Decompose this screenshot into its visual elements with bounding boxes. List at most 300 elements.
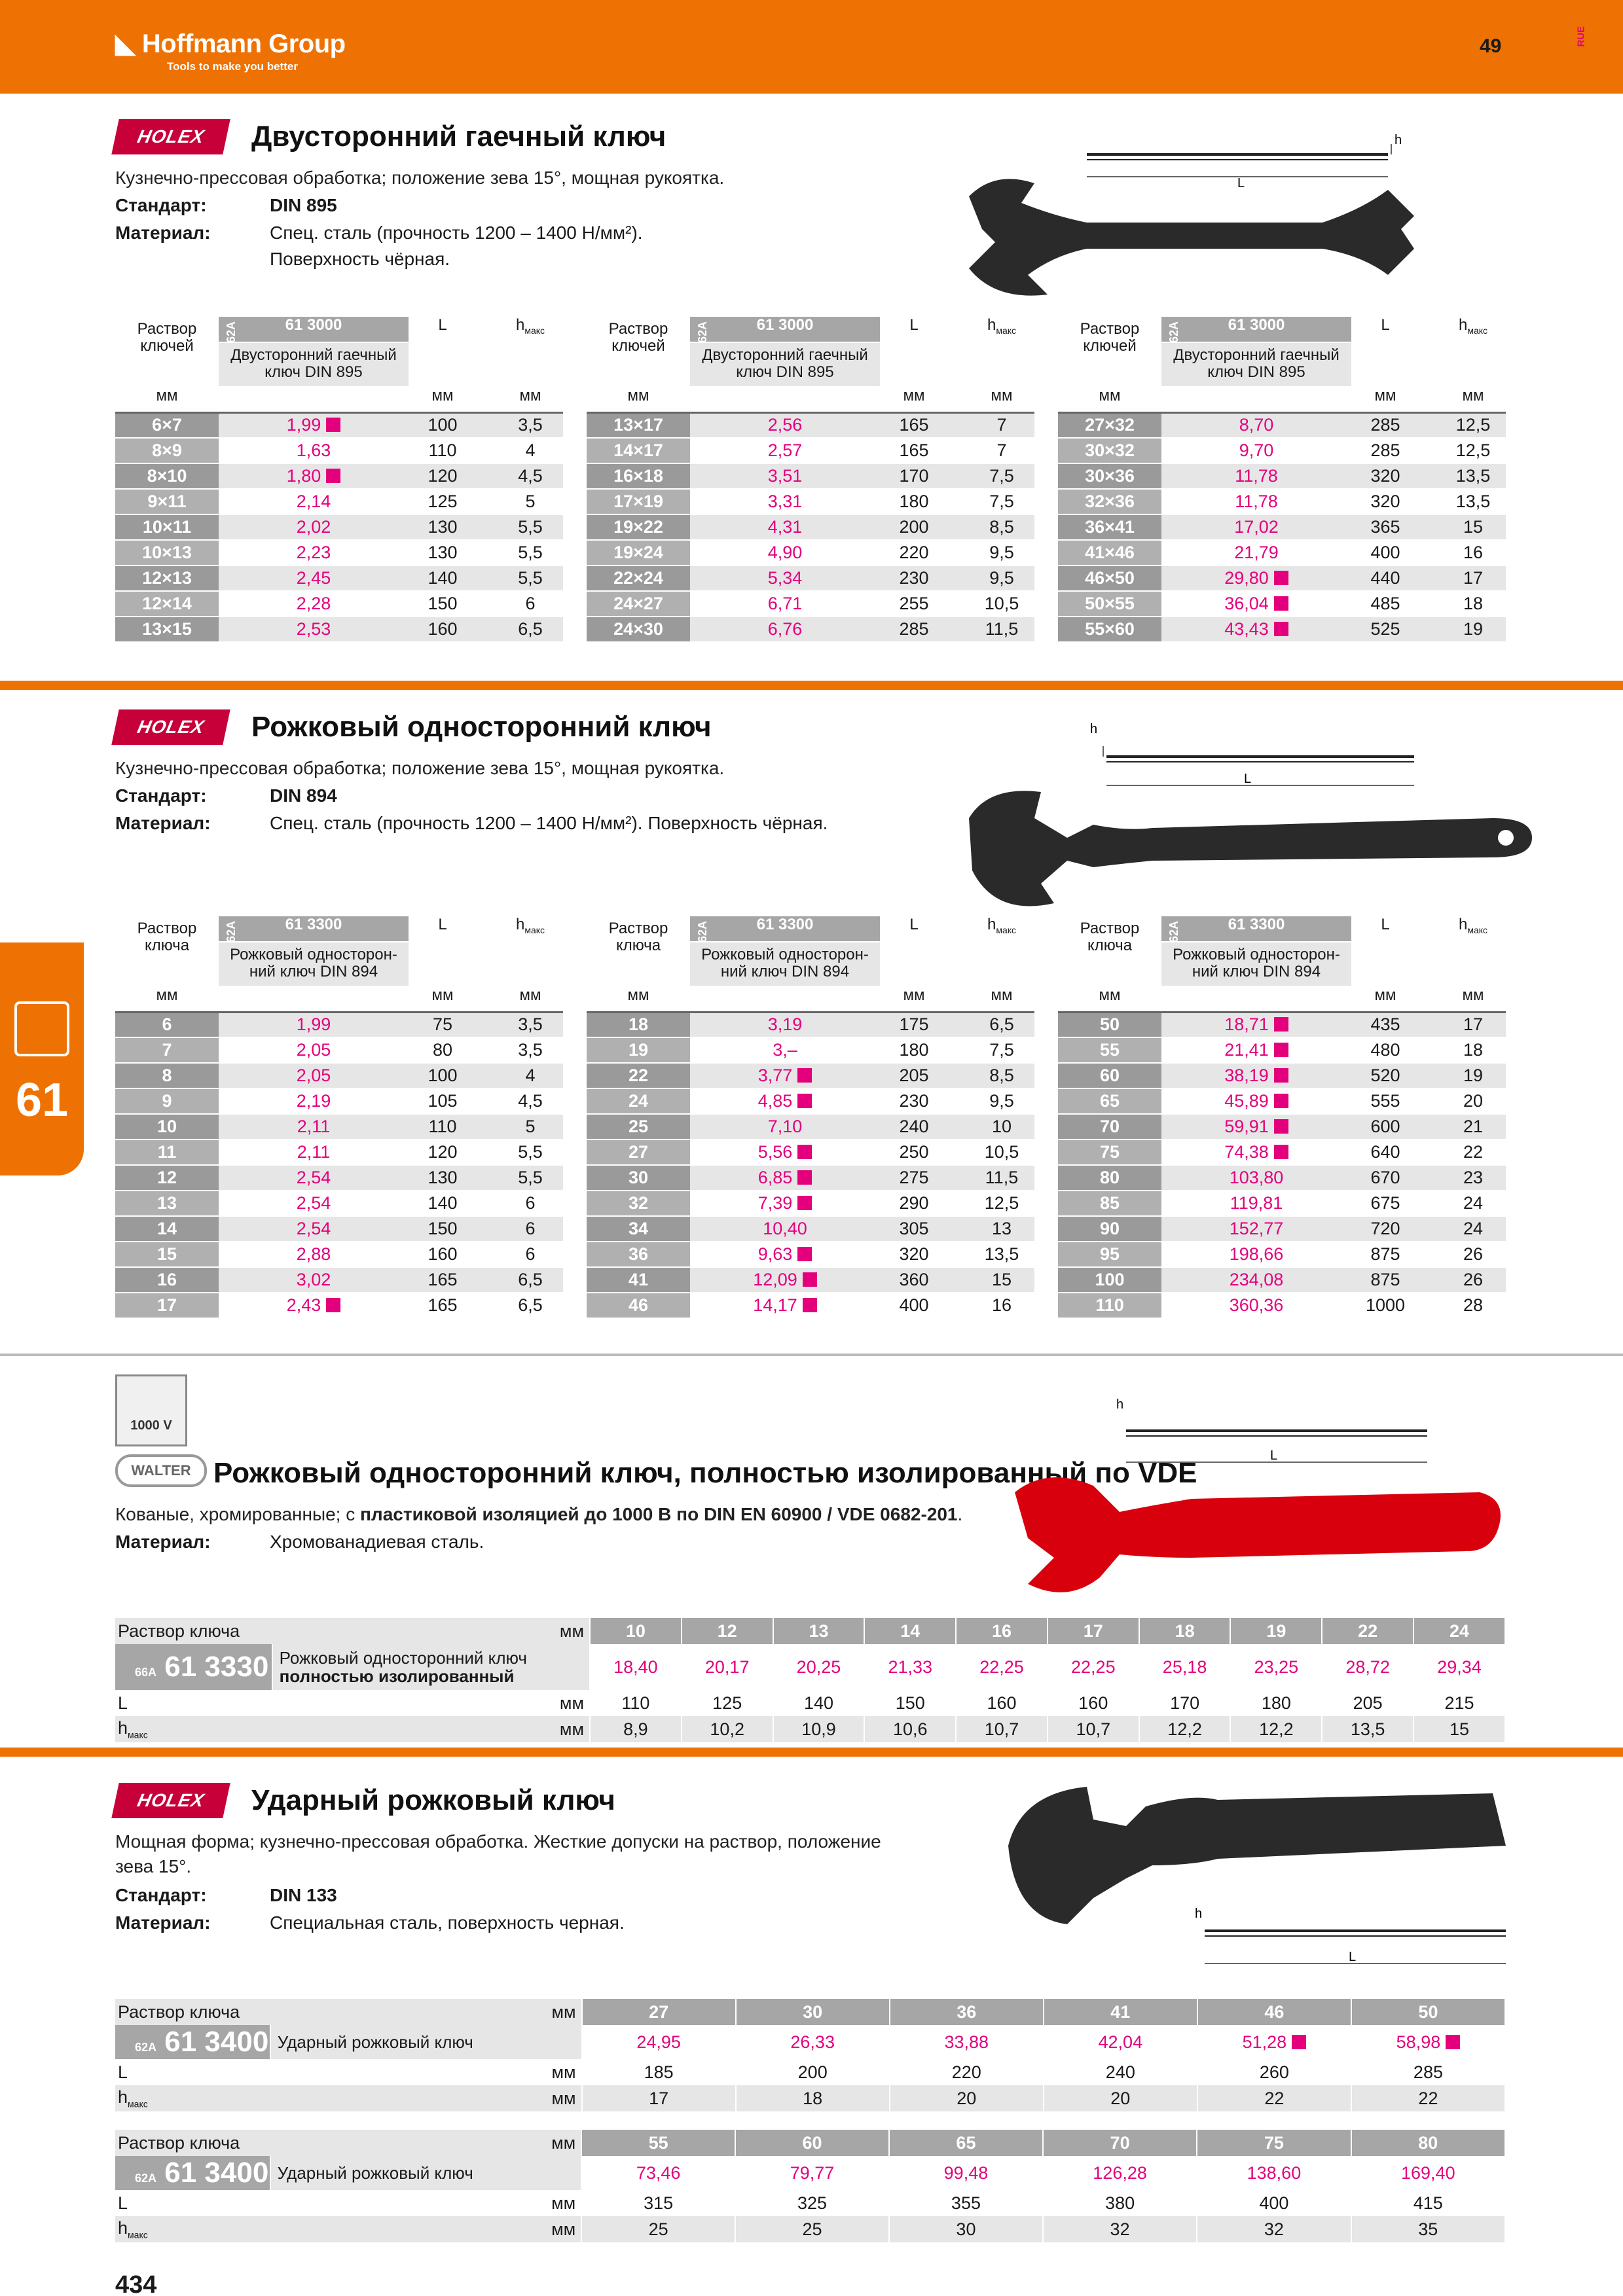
row-label: L xyxy=(115,1690,560,1716)
table-row xyxy=(1058,565,1506,591)
article-description: Ударный рожковый ключ xyxy=(270,2156,582,2190)
article-code: 66A 61 3330 xyxy=(115,1644,272,1690)
price-cell: 3,– xyxy=(690,1037,880,1063)
table-row xyxy=(587,1216,1034,1242)
size-cell: 8×9 xyxy=(115,438,219,463)
length-cell: 200 xyxy=(892,514,936,540)
length-cell: 110 xyxy=(590,1690,682,1716)
col-header-L: L xyxy=(1363,317,1408,342)
height-cell: 13,5 xyxy=(1440,489,1506,514)
size-cell: 14 xyxy=(864,1618,956,1644)
size-cell: 24 xyxy=(587,1088,690,1114)
stock-marker-icon xyxy=(326,469,340,483)
stock-marker-icon xyxy=(1446,2035,1460,2049)
size-cell: 6 xyxy=(115,1012,219,1037)
table-row xyxy=(115,2216,1505,2242)
unit: мм xyxy=(551,2216,581,2242)
stock-marker-icon xyxy=(326,418,340,432)
row-label: Раствор ключа xyxy=(115,2130,551,2156)
price-cell: 9,70 xyxy=(1161,438,1351,463)
price-cell: 3,51 xyxy=(690,463,880,489)
price-cell: 58,98 xyxy=(1351,2025,1505,2059)
table-row xyxy=(115,2025,1505,2059)
size-cell: 70 xyxy=(1043,2130,1197,2156)
height-cell: 15 xyxy=(1440,514,1506,540)
insulated-wrench-image xyxy=(1008,1394,1506,1610)
size-cell: 75 xyxy=(1197,2130,1351,2156)
table-row xyxy=(115,1088,563,1114)
table-row xyxy=(115,1139,563,1165)
height-cell: 20 xyxy=(890,2085,1044,2111)
height-cell: 17 xyxy=(1440,565,1506,591)
size-cell: 24×27 xyxy=(587,591,690,617)
length-cell: 150 xyxy=(420,591,465,617)
table-row xyxy=(1058,617,1506,642)
height-cell: 5,5 xyxy=(498,540,563,565)
size-cell: 19 xyxy=(1230,1618,1322,1644)
height-cell: 13 xyxy=(969,1216,1034,1242)
length-cell: 400 xyxy=(1363,540,1408,565)
length-cell: 120 xyxy=(420,1139,465,1165)
table-row xyxy=(587,540,1034,565)
table-row xyxy=(115,1267,563,1293)
length-cell: 230 xyxy=(892,1088,936,1114)
striking-wrench-image xyxy=(995,1767,1519,1983)
price-cell: 7,39 xyxy=(690,1191,880,1216)
length-cell: 160 xyxy=(420,617,465,642)
height-cell: 12,5 xyxy=(1440,438,1506,463)
table-row xyxy=(115,1999,1505,2025)
length-cell: 160 xyxy=(956,1690,1048,1716)
col-header-h: $h_{макс}$ xyxy=(969,916,1034,942)
price-cell: 25,18 xyxy=(1139,1644,1231,1690)
size-cell: 13×17 xyxy=(587,412,690,438)
height-cell: 24 xyxy=(1440,1216,1506,1242)
section-title: Двусторонний гаечный ключ xyxy=(251,120,666,152)
price-cell: 1,99 xyxy=(219,1012,409,1037)
height-cell: 4 xyxy=(498,1063,563,1088)
price-cell: 22,25 xyxy=(956,1644,1048,1690)
unit: мм xyxy=(969,986,1034,1012)
height-cell: 5 xyxy=(498,489,563,514)
table-row xyxy=(115,1644,1505,1690)
height-cell: 5,5 xyxy=(498,1165,563,1191)
length-cell: 220 xyxy=(890,2059,1044,2085)
table-row xyxy=(1058,1293,1506,1318)
spec-table xyxy=(587,317,1034,643)
price-cell: 79,77 xyxy=(735,2156,889,2190)
height-cell: 6 xyxy=(498,591,563,617)
table-row xyxy=(587,565,1034,591)
size-cell: 34 xyxy=(587,1216,690,1242)
article-code: 62A 61 3000 xyxy=(1161,317,1351,342)
height-cell: 6,5 xyxy=(498,1267,563,1293)
price-cell: 138,60 xyxy=(1197,2156,1351,2190)
size-cell: 6×7 xyxy=(115,412,219,438)
striking-spec-table xyxy=(115,1999,1506,2111)
height-cell: 7 xyxy=(969,438,1034,463)
stock-marker-icon xyxy=(797,1196,812,1210)
unit: мм xyxy=(420,387,465,412)
section-title: Рожковый односторонний ключ xyxy=(251,711,712,743)
size-cell: 16×18 xyxy=(587,463,690,489)
price-cell: 38,19 xyxy=(1161,1063,1351,1088)
length-cell: 240 xyxy=(1044,2059,1197,2085)
height-cell: 25 xyxy=(735,2216,889,2242)
length-cell: 400 xyxy=(1197,2190,1351,2216)
table-row xyxy=(587,1165,1034,1191)
size-cell: 50 xyxy=(1058,1012,1161,1037)
table-row xyxy=(115,1216,563,1242)
price-cell: 2,45 xyxy=(219,565,409,591)
length-cell: 320 xyxy=(892,1242,936,1267)
section-description: Мощная форма; кузнечно-прессовая обработка. Жесткие допуски на раствор, положение xyxy=(115,1831,881,1852)
height-cell: 18 xyxy=(736,2085,890,2111)
col-header-L: L xyxy=(420,317,465,342)
unit: мм xyxy=(560,1716,590,1742)
table-row xyxy=(115,540,563,565)
table-row xyxy=(115,2085,1505,2111)
table-row xyxy=(1058,412,1506,438)
table-row xyxy=(1058,514,1506,540)
col-header-h: $h_{макс}$ xyxy=(969,317,1034,342)
material-value: Хромованадиевая сталь. xyxy=(270,1532,484,1552)
size-cell: 12×14 xyxy=(115,591,219,617)
height-cell: 17 xyxy=(1440,1012,1506,1037)
size-cell: 27 xyxy=(587,1139,690,1165)
article-code: 62A 61 3000 xyxy=(219,317,409,342)
table-row xyxy=(587,1242,1034,1267)
unit: мм xyxy=(587,387,690,412)
row-label: $h_{макс}$ xyxy=(115,2085,551,2111)
size-cell: 24 xyxy=(1413,1618,1505,1644)
length-cell: 415 xyxy=(1351,2190,1505,2216)
spec-table xyxy=(1058,317,1506,643)
price-cell: 119,81 xyxy=(1161,1191,1351,1216)
price-cell: 1,99 xyxy=(219,412,409,438)
size-cell: 30 xyxy=(736,1999,890,2025)
unit: мм xyxy=(560,1690,590,1716)
unit: мм xyxy=(587,986,690,1012)
length-cell: 75 xyxy=(420,1012,465,1037)
price-cell: 59,91 xyxy=(1161,1114,1351,1139)
length-cell: 205 xyxy=(892,1063,936,1088)
table-row xyxy=(587,1191,1034,1216)
material-value: Спец. сталь (прочность 1200 – 1400 Н/мм²). Поверхность чёрная. xyxy=(270,813,828,833)
row-label: L xyxy=(115,2190,551,2216)
price-cell: 42,04 xyxy=(1044,2025,1197,2059)
section-divider xyxy=(0,1354,1623,1356)
length-cell: 480 xyxy=(1363,1037,1408,1063)
price-cell: 51,28 xyxy=(1197,2025,1351,2059)
table-row xyxy=(587,463,1034,489)
length-cell: 120 xyxy=(420,463,465,489)
price-cell: 2,54 xyxy=(219,1165,409,1191)
price-cell: 4,85 xyxy=(690,1088,880,1114)
article-description: Двусторонний гаечный ключ DIN 895 xyxy=(1161,342,1351,387)
material-value: Специальная сталь, поверхность черная. xyxy=(270,1912,625,1933)
dim-h: h xyxy=(1395,133,1402,147)
table-row xyxy=(115,1690,1505,1716)
article-description: Рожковый односторон-ний ключ DIN 894 xyxy=(690,942,880,986)
height-cell: 19 xyxy=(1440,1063,1506,1088)
section-divider xyxy=(0,681,1623,690)
size-cell: 11 xyxy=(115,1139,219,1165)
size-cell: 27×32 xyxy=(1058,412,1161,438)
length-cell: 250 xyxy=(892,1139,936,1165)
col-header-h: $h_{макс}$ xyxy=(1440,317,1506,342)
table-row xyxy=(115,1012,563,1037)
height-cell: 13,5 xyxy=(1322,1716,1413,1742)
double-wrench-image xyxy=(956,131,1440,301)
unit: мм xyxy=(892,986,936,1012)
size-cell: 36×41 xyxy=(1058,514,1161,540)
table-row xyxy=(115,1037,563,1063)
price-cell: 2,57 xyxy=(690,438,880,463)
stock-marker-icon xyxy=(1274,1068,1288,1083)
height-cell: 4,5 xyxy=(498,1088,563,1114)
size-cell: 13×15 xyxy=(115,617,219,642)
table-row xyxy=(1058,591,1506,617)
section-description: Кузнечно-прессовая обработка; положение зева 15°, мощная рукоятка. xyxy=(115,168,725,188)
length-cell: 555 xyxy=(1363,1088,1408,1114)
brand-tagline: Tools to make you better xyxy=(167,60,298,73)
height-cell: 8,5 xyxy=(969,514,1034,540)
price-cell: 3,02 xyxy=(219,1267,409,1293)
length-cell: 165 xyxy=(892,438,936,463)
stock-marker-icon xyxy=(1292,2035,1306,2049)
unit: мм xyxy=(1363,986,1408,1012)
price-cell: 6,76 xyxy=(690,617,880,642)
length-cell: 125 xyxy=(420,489,465,514)
length-cell: 720 xyxy=(1363,1216,1408,1242)
table-row xyxy=(587,1063,1034,1088)
length-cell: 165 xyxy=(420,1293,465,1318)
height-cell: 17 xyxy=(582,2085,736,2111)
price-cell: 2,14 xyxy=(219,489,409,514)
height-cell: 22 xyxy=(1197,2085,1351,2111)
height-cell: 10,6 xyxy=(864,1716,956,1742)
size-cell: 46 xyxy=(587,1293,690,1318)
price-cell: 2,56 xyxy=(690,412,880,438)
height-cell: 15 xyxy=(1413,1716,1505,1742)
length-cell: 130 xyxy=(420,540,465,565)
size-cell: 17 xyxy=(115,1293,219,1318)
length-cell: 215 xyxy=(1413,1690,1505,1716)
size-cell: 22 xyxy=(587,1063,690,1088)
size-cell: 17×19 xyxy=(587,489,690,514)
price-cell: 21,41 xyxy=(1161,1037,1351,1063)
price-cell: 3,77 xyxy=(690,1063,880,1088)
unit: мм xyxy=(551,2190,581,2216)
length-cell: 525 xyxy=(1363,617,1408,642)
length-cell: 275 xyxy=(892,1165,936,1191)
price-cell: 4,31 xyxy=(690,514,880,540)
price-cell: 33,88 xyxy=(890,2025,1044,2059)
unit: мм xyxy=(115,986,219,1012)
page-number-top: 49 xyxy=(1480,35,1502,57)
length-cell: 160 xyxy=(1048,1690,1139,1716)
price-cell: 1,80 xyxy=(219,463,409,489)
table-row xyxy=(115,2130,1505,2156)
height-cell: 3,5 xyxy=(498,1037,563,1063)
article-description: Двусторонний гаечный ключ DIN 895 xyxy=(690,342,880,387)
length-cell: 160 xyxy=(420,1242,465,1267)
unit: мм xyxy=(1440,986,1506,1012)
unit: мм xyxy=(1363,387,1408,412)
height-cell: 10,7 xyxy=(956,1716,1048,1742)
length-cell: 285 xyxy=(1363,438,1408,463)
height-cell: 6,5 xyxy=(498,617,563,642)
length-cell: 285 xyxy=(1351,2059,1505,2085)
article-description: Рожковый односторонний ключ полностью изолированный xyxy=(272,1644,590,1690)
length-cell: 360 xyxy=(892,1267,936,1293)
price-cell: 4,90 xyxy=(690,540,880,565)
size-cell: 12 xyxy=(682,1618,773,1644)
height-cell: 24 xyxy=(1440,1191,1506,1216)
length-cell: 180 xyxy=(1230,1690,1322,1716)
article-code: 62A 61 3000 xyxy=(690,317,880,342)
unit: мм xyxy=(551,2059,581,2085)
height-cell: 10,5 xyxy=(969,591,1034,617)
price-cell: 5,56 xyxy=(690,1139,880,1165)
stock-marker-icon xyxy=(1274,596,1288,611)
material-value: Спец. сталь (прочность 1200 – 1400 Н/мм²). xyxy=(270,223,643,243)
standard-label: Стандарт: xyxy=(115,195,207,215)
height-cell: 7,5 xyxy=(969,1037,1034,1063)
material-label: Материал: xyxy=(115,1912,211,1933)
price-cell: 20,25 xyxy=(773,1644,865,1690)
size-cell: 17 xyxy=(1048,1618,1139,1644)
height-cell: 30 xyxy=(889,2216,1043,2242)
length-cell: 180 xyxy=(892,1037,936,1063)
height-cell: 28 xyxy=(1440,1293,1506,1318)
table-row xyxy=(587,438,1034,463)
stock-marker-icon xyxy=(1274,622,1288,636)
length-cell: 305 xyxy=(892,1216,936,1242)
height-cell: 32 xyxy=(1197,2216,1351,2242)
table-row xyxy=(1058,1139,1506,1165)
table-row xyxy=(115,489,563,514)
unit: мм xyxy=(498,986,563,1012)
dim-h: h xyxy=(1195,1907,1203,1921)
price-cell: 152,77 xyxy=(1161,1216,1351,1242)
size-cell: 15 xyxy=(115,1242,219,1267)
standard-value: DIN 894 xyxy=(270,785,337,806)
price-cell: 6,71 xyxy=(690,591,880,617)
length-cell: 260 xyxy=(1197,2059,1351,2085)
length-cell: 600 xyxy=(1363,1114,1408,1139)
language-code: RUE xyxy=(1575,26,1587,47)
row-label: $h_{макс}$ xyxy=(115,2216,551,2242)
length-cell: 125 xyxy=(682,1690,773,1716)
price-cell: 2,88 xyxy=(219,1242,409,1267)
size-cell: 18 xyxy=(587,1012,690,1037)
price-cell: 5,34 xyxy=(690,565,880,591)
length-cell: 520 xyxy=(1363,1063,1408,1088)
price-cell: 28,72 xyxy=(1322,1644,1413,1690)
height-cell: 6 xyxy=(498,1216,563,1242)
size-cell: 80 xyxy=(1351,2130,1505,2156)
material-label: Материал: xyxy=(115,1532,211,1552)
length-cell: 365 xyxy=(1363,514,1408,540)
height-cell: 13,5 xyxy=(969,1242,1034,1267)
brand-logo: ◣ Hoffmann Group xyxy=(115,29,346,58)
price-cell: 234,08 xyxy=(1161,1267,1351,1293)
length-cell: 240 xyxy=(892,1114,936,1139)
vde-badge: 1000 V xyxy=(115,1374,187,1446)
price-cell: 21,79 xyxy=(1161,540,1351,565)
size-cell: 30 xyxy=(587,1165,690,1191)
size-cell: 95 xyxy=(1058,1242,1161,1267)
price-cell: 18,40 xyxy=(590,1644,682,1690)
article-code: 62A 61 3300 xyxy=(690,916,880,942)
price-cell: 2,23 xyxy=(219,540,409,565)
price-cell: 36,04 xyxy=(1161,591,1351,617)
price-cell: 21,33 xyxy=(864,1644,956,1690)
size-cell: 75 xyxy=(1058,1139,1161,1165)
size-cell: 25 xyxy=(587,1114,690,1139)
height-cell: 7,5 xyxy=(969,489,1034,514)
length-cell: 170 xyxy=(892,463,936,489)
price-cell: 3,19 xyxy=(690,1012,880,1037)
holex-logo: HOLEX xyxy=(111,709,230,745)
unit: мм xyxy=(551,2130,581,2156)
price-cell: 2,02 xyxy=(219,514,409,540)
size-cell: 85 xyxy=(1058,1191,1161,1216)
unit: мм xyxy=(560,1618,590,1644)
table-row xyxy=(115,591,563,617)
height-cell: 22 xyxy=(1351,2085,1505,2111)
dim-h: h xyxy=(1116,1397,1124,1412)
row-label: Раствор ключа xyxy=(115,1999,551,2025)
height-cell: 3,5 xyxy=(498,412,563,438)
stock-marker-icon xyxy=(1274,1145,1288,1159)
height-cell: 8,9 xyxy=(590,1716,682,1742)
price-cell: 2,43 xyxy=(219,1293,409,1318)
table-row xyxy=(115,514,563,540)
size-cell: 19 xyxy=(587,1037,690,1063)
price-cell: 1,63 xyxy=(219,438,409,463)
length-cell: 230 xyxy=(892,565,936,591)
striking-spec-table xyxy=(115,2130,1506,2242)
price-cell: 2,11 xyxy=(219,1114,409,1139)
col-header-size: Раствор ключа xyxy=(1058,916,1161,986)
price-cell: 23,25 xyxy=(1230,1644,1322,1690)
length-cell: 180 xyxy=(892,489,936,514)
height-cell: 12,5 xyxy=(969,1191,1034,1216)
dim-L: L xyxy=(1349,1950,1357,1964)
height-cell: 11,5 xyxy=(969,617,1034,642)
length-cell: 105 xyxy=(420,1088,465,1114)
length-cell: 440 xyxy=(1363,565,1408,591)
unit: мм xyxy=(498,387,563,412)
unit: мм xyxy=(1440,387,1506,412)
height-cell: 8,5 xyxy=(969,1063,1034,1088)
col-header-L: L xyxy=(892,317,936,342)
table-row xyxy=(115,1063,563,1088)
table-row xyxy=(1058,1191,1506,1216)
size-cell: 41 xyxy=(1044,1999,1197,2025)
spec-table xyxy=(115,317,563,643)
table-row xyxy=(1058,1012,1506,1037)
table-row xyxy=(115,1114,563,1139)
length-cell: 400 xyxy=(892,1293,936,1318)
height-cell: 10,9 xyxy=(773,1716,865,1742)
article-code: 62A 61 3400 xyxy=(115,2025,270,2059)
price-cell: 9,63 xyxy=(690,1242,880,1267)
price-cell: 2,11 xyxy=(219,1139,409,1165)
